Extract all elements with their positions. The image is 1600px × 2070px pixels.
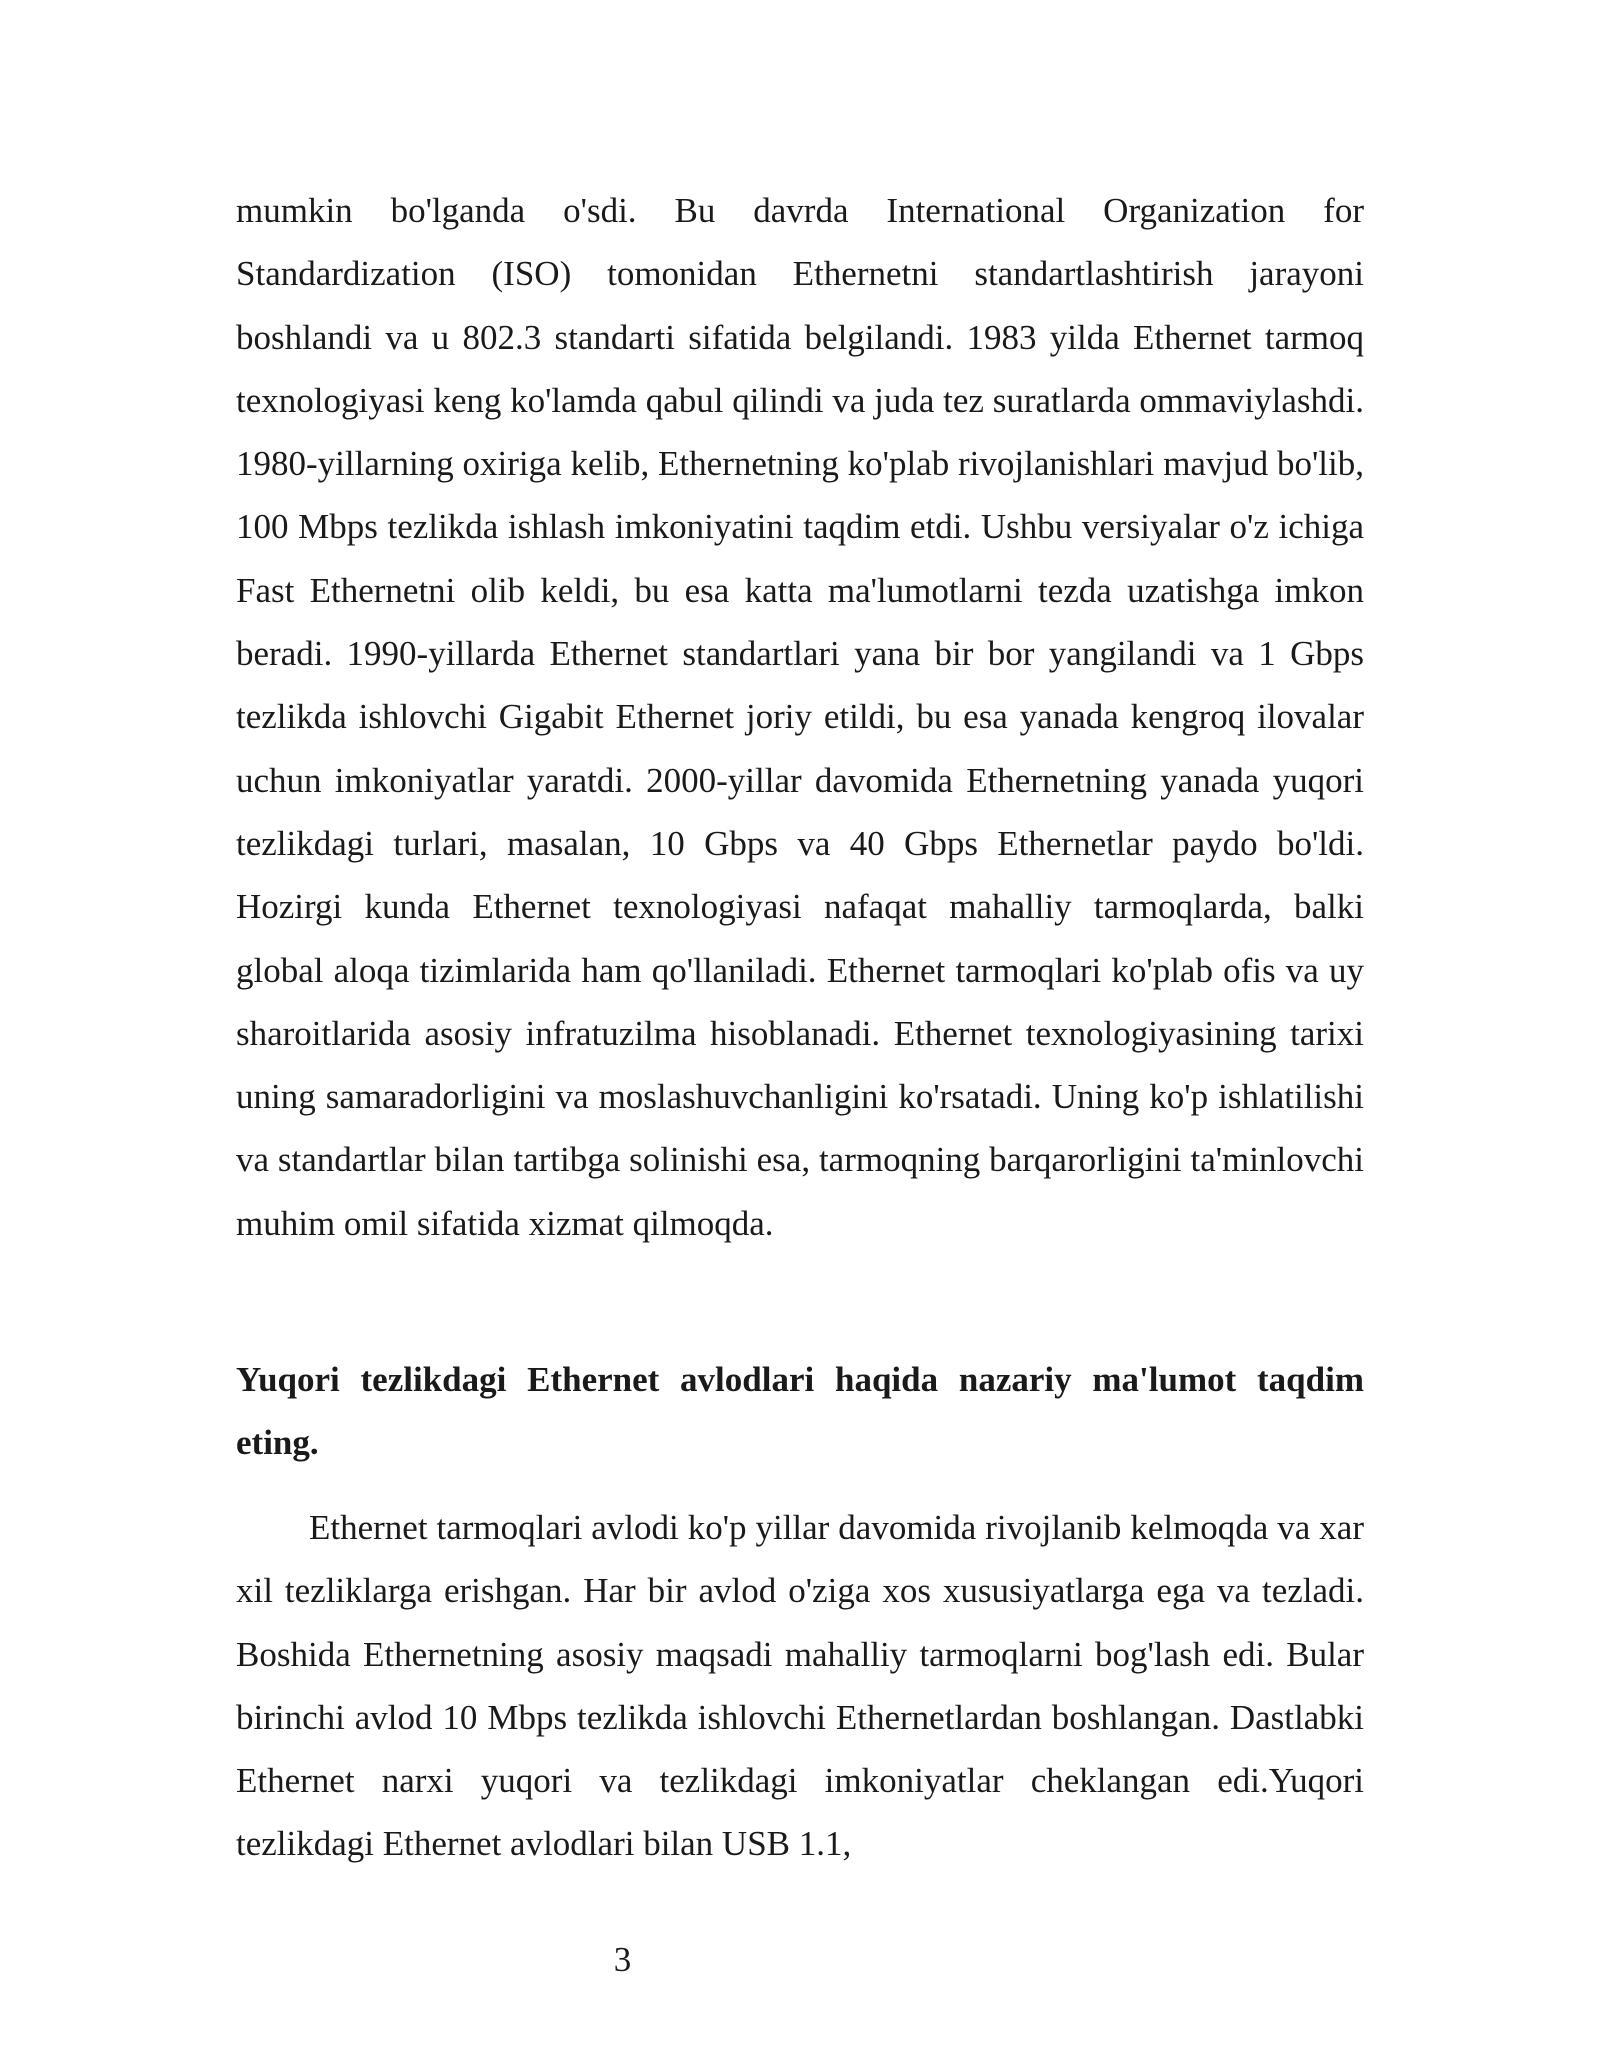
page-number: 3: [613, 1940, 632, 1979]
section-heading: Yuqori tezlikdagi Ethernet avlodlari haqida nazariy ma'lumot taqdim eting.: [236, 1360, 1364, 1463]
body-paragraph: Ethernet tarmoqlari avlodi ko'p yillar davomida rivojlanib kelmoqda va xar xil tezliklarga erishgan. Har bir avlod o'ziga xos xususiyatlarga ega va tezladi. Boshida Ethernetning asosiy maqsadi mahalliy tarmoqlarni bog'lash edi. Bular birinchi avlod 10 Mbps tezlikda ishlovchi Ethernetlardan boshlangan. Dastlabki Ethernet narxi yuqori va tezlikdagi imkoniyatlar cheklangan edi.Yuqori tezlikdagi Ethernet avlodlari bilan USB 1.1,: [236, 1508, 1364, 1864]
body-paragraph: mumkin bo'lganda o'sdi. Bu davrda International Organization for Standardization (ISO) tomonidan Ethernetni standartlashtirish jarayoni boshlandi va u 802.3 standarti sifatida belgilandi. 1983 yilda Ethernet tarmoq texnologiyasi keng ko'lamda qabul qilindi va juda tez suratlarda ommaviylashdi. 1980-yillarning oxiriga kelib, Ethernetning ko'plab rivojlanishlari mavjud bo'lib, 100 Mbps tezlikda ishlash imkoniyatini taqdim etdi. Ushbu versiyalar o'z ichiga Fast Ethernetni olib keldi, bu esa katta ma'lumotlarni tezda uzatishga imkon beradi. 1990-yillarda Ethernet standartlari yana bir bor yangilandi va 1 Gbps tezlikda ishlovchi Gigabit Ethernet joriy etildi, bu esa yanada kengroq ilovalar uchun imkoniyatlar yaratdi. 2000-yillar davomida Ethernetning yanada yuqori tezlikdagi turlari, masalan, 10 Gbps va 40 Gbps Ethernetlar paydo bo'ldi. Hozirgi kunda Ethernet texnologiyasi nafaqat mahalliy tarmoqlarda, balki global aloqa tizimlarida ham qo'llaniladi. Ethernet tarmoqlari ko'plab ofis va uy sharoitlarida asosiy infratuzilma hisoblanadi. Ethernet texnologiyasining tarixi uning samaradorligini va moslashuvchanligini ko'rsatadi. Uning ko'p ishlatilishi va standartlar bilan tartibga solinishi esa, tarmoqning barqarorligini ta'minlovchi muhim omil sifatida xizmat qilmoqda.: [236, 191, 1364, 1243]
